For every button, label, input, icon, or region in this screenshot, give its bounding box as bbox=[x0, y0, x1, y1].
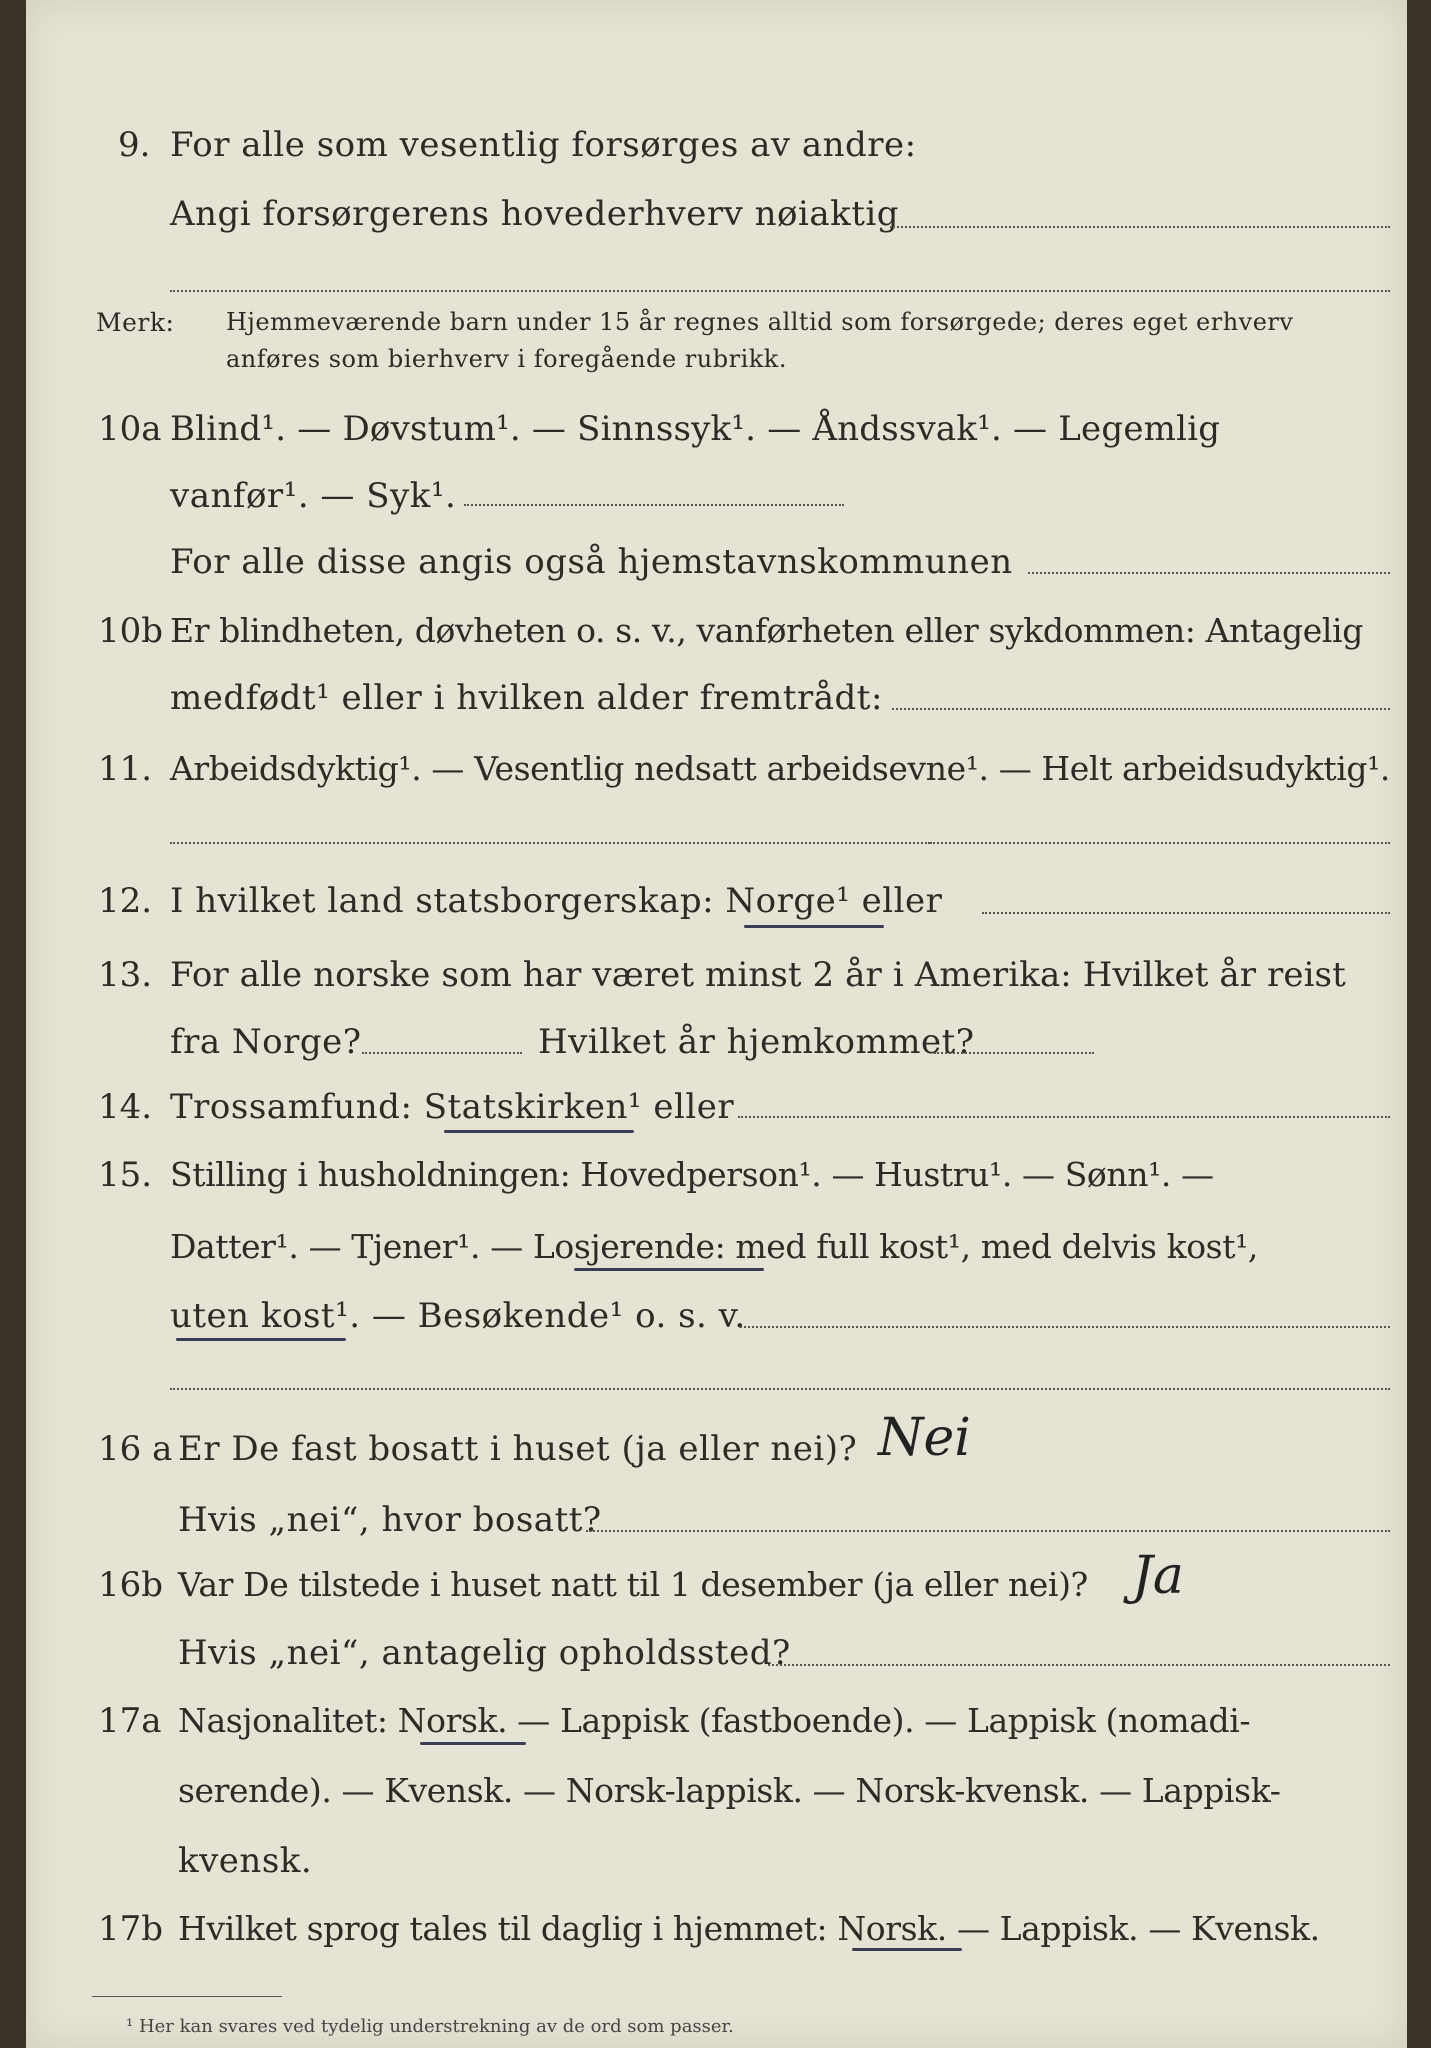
question-16b-text: Hvis „nei“, antagelig opholdssted? bbox=[178, 1633, 791, 1673]
answer-line[interactable] bbox=[170, 290, 1390, 292]
handwritten-answer: Ja bbox=[1132, 1546, 1184, 1606]
question-17a-text: serende). — Kvensk. — Norsk-lappisk. — Norsk-kvensk. — Lappisk- bbox=[178, 1771, 1281, 1810]
answer-line[interactable] bbox=[982, 912, 1390, 914]
answer-line[interactable] bbox=[738, 1116, 1390, 1118]
footnote: ¹ Her kan svares ved tydelig understrekning av de ord som passer. bbox=[126, 2016, 734, 2037]
note-text: anføres som bierhverv i foregående rubrikk. bbox=[226, 345, 787, 373]
question-16a-text: Er De fast bosatt i huset (ja eller nei)? bbox=[178, 1429, 858, 1469]
underline-norge bbox=[744, 925, 884, 928]
underline-norsk bbox=[420, 1742, 526, 1745]
question-13-text: Hvilket år hjemkommet? bbox=[538, 1022, 975, 1062]
question-10a-text: Blind¹. — Døvstum¹. — Sinnssyk¹. — Åndssvak¹. — Legemlig bbox=[170, 409, 1221, 449]
answer-line[interactable] bbox=[930, 842, 1390, 844]
answer-line[interactable] bbox=[1028, 572, 1390, 574]
underline-losjerende bbox=[574, 1268, 764, 1271]
answer-line[interactable] bbox=[890, 226, 1390, 228]
note-text: Hjemmeværende barn under 15 år regnes alltid som forsørgede; deres eget erhverv bbox=[226, 308, 1294, 336]
answer-line[interactable] bbox=[892, 708, 1390, 710]
answer-line[interactable] bbox=[170, 1388, 1390, 1390]
handwritten-answer: Nei bbox=[878, 1408, 971, 1468]
question-12-text: I hvilket land statsborgerskap: Norge¹ eller bbox=[170, 881, 943, 921]
question-16b-text: Var De tilstede i huset natt til 1 desember (ja eller nei)? bbox=[178, 1565, 1088, 1604]
question-number: 9. bbox=[118, 125, 151, 165]
question-number: 17a bbox=[98, 1701, 162, 1741]
question-13-text: fra Norge? bbox=[170, 1022, 362, 1062]
question-9-subtext: Angi forsørgerens hovederhverv nøiaktig bbox=[170, 194, 900, 234]
question-15-text: Stilling i husholdningen: Hovedperson¹. — Hustru¹. — Sønn¹. — bbox=[170, 1155, 1214, 1194]
question-number: 15. bbox=[98, 1155, 153, 1195]
question-10b-text: medfødt¹ eller i hvilken alder fremtrådt: bbox=[170, 678, 883, 718]
question-10a-subtext: For alle disse angis også hjemstavnskommunen bbox=[170, 542, 1013, 582]
underline-norsk bbox=[852, 1948, 962, 1951]
answer-line[interactable] bbox=[768, 1664, 1390, 1666]
question-number: 12. bbox=[98, 881, 153, 921]
answer-line[interactable] bbox=[362, 1052, 522, 1054]
underline-uten-kost bbox=[176, 1338, 346, 1341]
question-15-text: uten kost¹. — Besøkende¹ o. s. v. bbox=[170, 1296, 746, 1336]
question-17a-text: Nasjonalitet: Norsk. — Lappisk (fastboende). — Lappisk (nomadi- bbox=[178, 1701, 1251, 1740]
question-number: 10b bbox=[98, 611, 164, 651]
question-10b-text: Er blindheten, døvheten o. s. v., vanførheten eller sykdommen: Antagelig bbox=[170, 611, 1363, 650]
question-13-text: For alle norske som har været minst 2 år i Amerika: Hvilket år reist bbox=[170, 955, 1346, 995]
question-number: 14. bbox=[98, 1087, 153, 1127]
question-number: 17b bbox=[98, 1909, 164, 1949]
answer-line[interactable] bbox=[740, 1326, 1390, 1328]
underline-statskirken bbox=[444, 1130, 634, 1133]
answer-line[interactable] bbox=[586, 1530, 1390, 1532]
answer-line[interactable] bbox=[170, 842, 930, 844]
question-15-text: Datter¹. — Tjener¹. — Losjerende: med full kost¹, med delvis kost¹, bbox=[170, 1227, 1258, 1266]
question-9-text: For alle som vesentlig forsørges av andre: bbox=[170, 125, 917, 165]
question-14-text: Trossamfund: Statskirken¹ eller bbox=[170, 1087, 735, 1127]
answer-line[interactable] bbox=[464, 504, 844, 506]
question-number: 16b bbox=[98, 1565, 164, 1605]
question-11-text: Arbeidsdyktig¹. — Vesentlig nedsatt arbeidsevne¹. — Helt arbeidsudyktig¹. bbox=[170, 749, 1391, 788]
question-17a-text: kvensk. bbox=[178, 1841, 313, 1881]
question-number: 16 a bbox=[98, 1429, 173, 1469]
question-number: 10a bbox=[98, 409, 162, 449]
answer-line[interactable] bbox=[934, 1052, 1094, 1054]
question-16a-text: Hvis „nei“, hvor bosatt? bbox=[178, 1500, 602, 1540]
note-label: Merk: bbox=[96, 308, 175, 337]
census-form-page bbox=[26, 0, 1407, 2048]
question-17b-text: Hvilket sprog tales til daglig i hjemmet: Norsk. — Lappisk. — Kvensk. bbox=[178, 1909, 1320, 1948]
question-number: 13. bbox=[98, 955, 153, 995]
question-number: 11. bbox=[98, 749, 153, 789]
footnote-rule bbox=[92, 1996, 282, 1997]
question-10a-text: vanfør¹. — Syk¹. bbox=[170, 476, 457, 516]
